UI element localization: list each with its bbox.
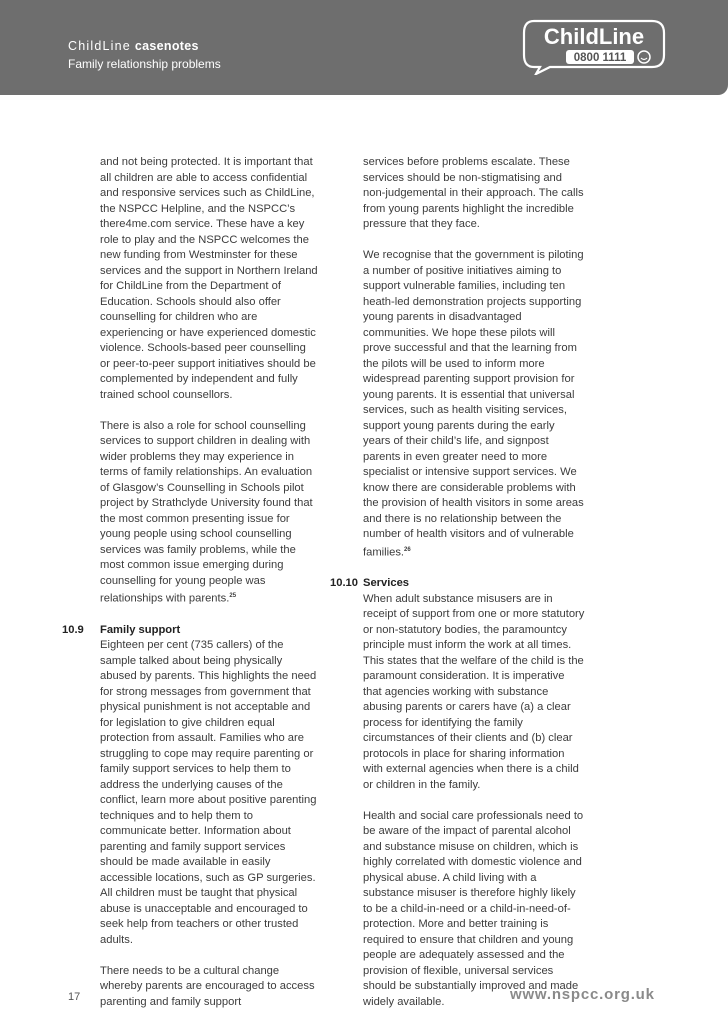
logo-phone: 0800 1111 bbox=[573, 52, 627, 64]
section-number: 10.10 bbox=[330, 577, 358, 590]
footnote-ref: 25 bbox=[229, 593, 237, 599]
body-paragraph: Health and social care professionals need to be aware of the impact of parental alcohol and substance misuse on children, which is highly correlated with domestic violence and physical abuse. A child living with a substance misuser is therefore highly likely to be a child-in-need or a child-in-need-of-protection. More and better training is required to ensure that children and young people are adequately assessed and the provision of flexible, universal services should be substantially improved and made widely available. bbox=[363, 809, 584, 1008]
publication-subtitle: Family relationship problems bbox=[68, 57, 221, 71]
page-number: 17 bbox=[68, 991, 81, 1003]
body-paragraph: There is also a role for school counselling services to support children in dealing with wider problems they may experience in terms of family relationships. An evaluation of Glasgow’s Counselling in Schools pilot project by Strathclyde University found that the most common presenting issue for young people using school counselling services was family problems, while the most common issue emerging during counselling for young people was relationships with parents.$^{25}$ bbox=[100, 419, 313, 605]
body-paragraph: There needs to be a cultural change whereby parents are encouraged to access parenting and family support bbox=[100, 964, 315, 1008]
publication-series: casenotes bbox=[134, 39, 199, 53]
publication-title bbox=[68, 39, 199, 53]
body-paragraph: When adult substance misusers are in receipt of support from one or more statutory or non-statutory bodies, the paramountcy principle must inform the work at all times. This states that the welfare of the child is the paramount consideration. It is imperative that agencies working with substance abusing parents or carers have (a) a clear process for identifying the family circumstances of their clients and (b) clear protocols in place for sharing information with external agencies when there is a child or children in the family. bbox=[363, 592, 585, 791]
body-paragraph: Eighteen per cent (735 callers) of the sample talked about being physically abused by parents. This highlights the need for strong messages from government that physical punishment is not acceptable and for legislation to give children equal protection from assault. Families who are struggling to cope may require parenting or family support services to help them to address the underlying causes of the conflict, learn more about positive parenting techniques and to help them to communicate better. Information about parenting and family support services should be made available in easily accessible locations, such as GP surgeries. All children must be taught that physical abuse is unacceptable and encouraged to seek help from teachers or other trusted adults. bbox=[100, 639, 317, 946]
section-title: Family support bbox=[100, 623, 181, 636]
body-paragraph: services before problems escalate. These services should be non-stigmatising and non-judgemental in their approach. The calls from young parents highlight the incredible pressure that they face. bbox=[363, 156, 584, 230]
body-paragraph: and not being protected. It is important that all children are able to access confidential and responsive services such as ChildLine, the NSPCC Helpline, and the NSPCC’s there4me.com service. These have a key role to play and the NSPCC welcomes the new funding from Westminster for these services and the support in Northern Ireland for ChildLine from the Department of Education. Schools should also offer counselling for children who are experiencing or have experienced domestic violence. Schools-based peer counselling or peer-to-peer support initiatives should be complemented by independent and fully trained school counsellors. bbox=[100, 156, 318, 401]
footer-url[interactable]: www.nspcc.org.uk bbox=[510, 986, 655, 1003]
childline-logo bbox=[520, 17, 668, 75]
section-title: Services bbox=[363, 577, 410, 590]
footnote-ref: 26 bbox=[404, 546, 411, 553]
smile-icon bbox=[638, 51, 650, 63]
page-header bbox=[0, 0, 728, 95]
section-number: 10.9 bbox=[62, 623, 84, 636]
publication-brand: ChildLine bbox=[68, 39, 131, 53]
body-paragraph: We recognise that the government is piloting a number of positive initiatives aiming to support vulnerable families, including ten heath-led demonstration projects supporting young parents in disadvantaged communities. We hope these pilots will prove successful and that the learning from the pilots will be used to inform more widespread parenting support provision for young parents. It is essential that universal services, such as health visiting services, support young parents during the early years of their child’s life, and signpost parents in even greater need to more specialist or intensive support services. We know there are considerable problems with the provision of health visitors in some areas and there is no relationship between the number of health visitors and of vulnerable families.$^{26}$ bbox=[363, 249, 584, 559]
logo-wordmark: ChildLine bbox=[543, 24, 645, 49]
right-column bbox=[330, 155, 585, 1026]
section-10-10 bbox=[330, 576, 585, 1010]
